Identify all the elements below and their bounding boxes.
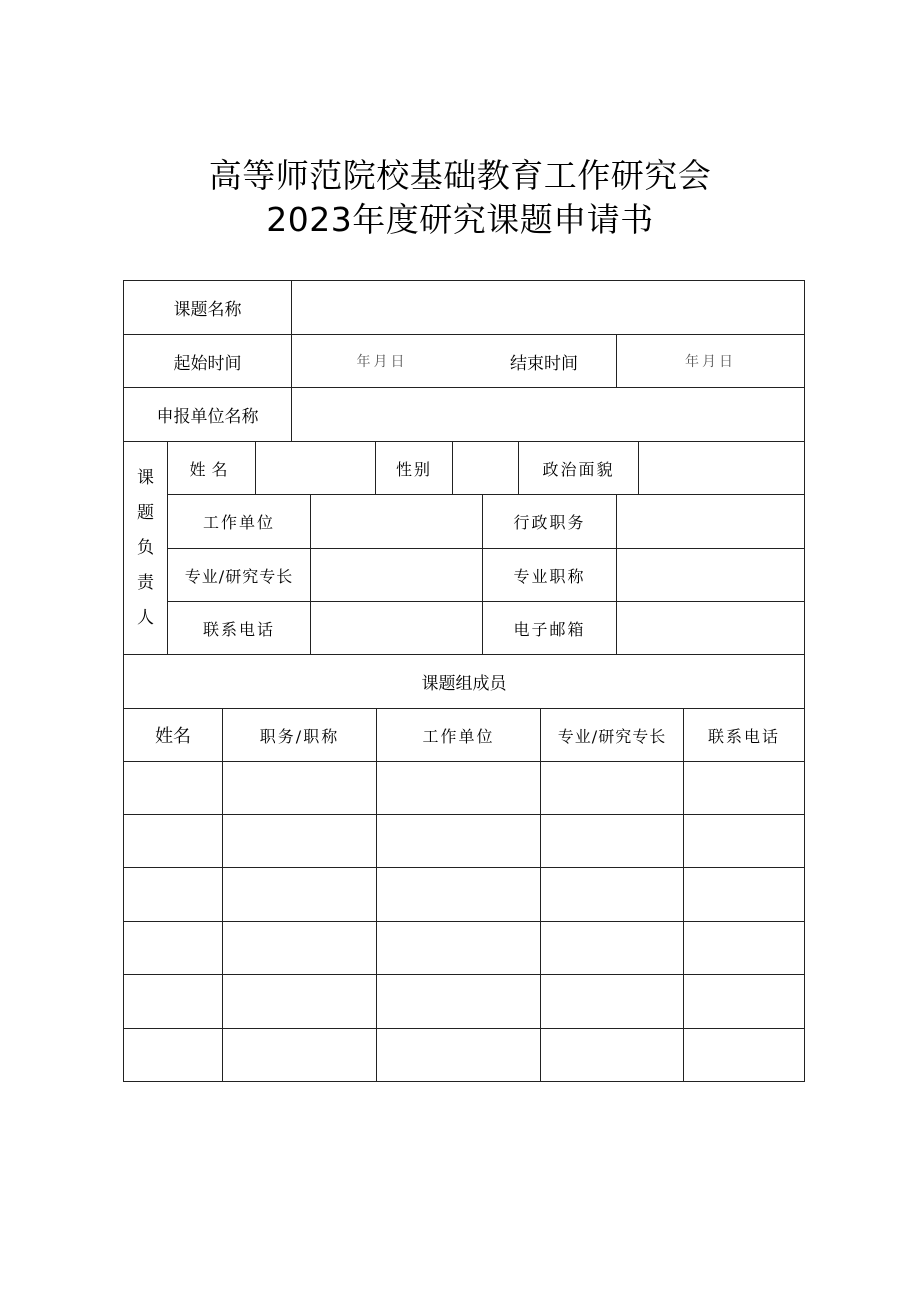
member-phone-cell[interactable] [684, 762, 804, 814]
leader-label-char: 题 [137, 502, 154, 523]
member-specialty-cell[interactable] [541, 815, 683, 867]
member-specialty-cell[interactable] [541, 1029, 683, 1081]
members-header-title: 职务/职称 [259, 726, 340, 746]
leader-phone-field[interactable] [311, 602, 482, 654]
member-specialty-cell[interactable] [541, 762, 683, 814]
leader-specialty-label: 专业/研究专长 [184, 566, 294, 586]
member-title-cell[interactable] [223, 815, 376, 867]
members-header-specialty: 专业/研究专长 [557, 726, 667, 746]
leader-prof-title-label: 专业职称 [513, 566, 586, 586]
member-title-cell[interactable] [223, 1029, 376, 1081]
leader-admin-post-field[interactable] [617, 495, 804, 548]
leader-email-field[interactable] [617, 602, 804, 654]
topic-field[interactable] [292, 281, 804, 334]
leader-email-label: 电子邮箱 [513, 619, 586, 639]
member-specialty-cell[interactable] [541, 868, 683, 921]
member-workplace-cell[interactable] [377, 975, 540, 1028]
leader-label-char: 责 [137, 572, 154, 593]
member-phone-cell[interactable] [684, 868, 804, 921]
member-specialty-cell[interactable] [541, 922, 683, 974]
leader-name-label: 姓名 [189, 459, 234, 479]
member-name-cell[interactable] [124, 1029, 222, 1081]
leader-label-char: 负 [137, 537, 154, 558]
member-name-cell[interactable] [124, 815, 222, 867]
member-name-cell[interactable] [124, 762, 222, 814]
member-phone-cell[interactable] [684, 922, 804, 974]
leader-prof-title-field[interactable] [617, 549, 804, 601]
member-workplace-cell[interactable] [377, 762, 540, 814]
member-title-cell[interactable] [223, 762, 376, 814]
leader-gender-field[interactable] [453, 442, 518, 494]
end-time-field[interactable]: 年月日 [685, 354, 736, 370]
member-name-cell[interactable] [124, 868, 222, 921]
table-border [123, 1081, 805, 1082]
members-section-title: 课题组成员 [421, 674, 507, 694]
leader-workplace-field[interactable] [311, 495, 482, 548]
leader-political-label: 政治面貌 [542, 459, 615, 479]
members-header-name: 姓名 [155, 726, 191, 747]
leader-specialty-field[interactable] [311, 549, 482, 601]
unit-label: 申报单位名称 [156, 407, 259, 427]
member-title-cell[interactable] [223, 868, 376, 921]
end-time-label: 结束时间 [510, 353, 578, 374]
table-border [804, 280, 805, 1082]
member-name-cell[interactable] [124, 922, 222, 974]
document-title: 高等师范院校基础教育工作研究会 [208, 156, 712, 195]
leader-political-field[interactable] [639, 442, 804, 494]
leader-label-char: 课 [137, 467, 154, 488]
start-time-label: 起始时间 [173, 353, 242, 374]
member-phone-cell[interactable] [684, 975, 804, 1028]
document-subtitle: 2023年度研究课题申请书 [266, 200, 654, 239]
member-phone-cell[interactable] [684, 1029, 804, 1081]
member-title-cell[interactable] [223, 922, 376, 974]
member-phone-cell[interactable] [684, 815, 804, 867]
member-name-cell[interactable] [124, 975, 222, 1028]
member-workplace-cell[interactable] [377, 868, 540, 921]
member-title-cell[interactable] [223, 975, 376, 1028]
member-workplace-cell[interactable] [377, 922, 540, 974]
start-time-field[interactable]: 年月日 [356, 354, 408, 370]
leader-section-label [124, 442, 167, 654]
leader-label-char: 人 [137, 607, 154, 628]
leader-phone-label: 联系电话 [202, 619, 275, 639]
leader-name-field[interactable] [256, 442, 375, 494]
leader-workplace-label: 工作单位 [202, 513, 275, 532]
member-workplace-cell[interactable] [377, 815, 540, 867]
member-workplace-cell[interactable] [377, 1029, 540, 1081]
leader-gender-label: 性别 [395, 459, 432, 479]
members-header-phone: 联系电话 [707, 726, 780, 746]
members-header-workplace: 工作单位 [422, 726, 495, 746]
topic-label: 课题名称 [173, 300, 242, 320]
leader-admin-post-label: 行政职务 [513, 513, 586, 532]
unit-field[interactable] [292, 388, 804, 441]
member-specialty-cell[interactable] [541, 975, 683, 1028]
